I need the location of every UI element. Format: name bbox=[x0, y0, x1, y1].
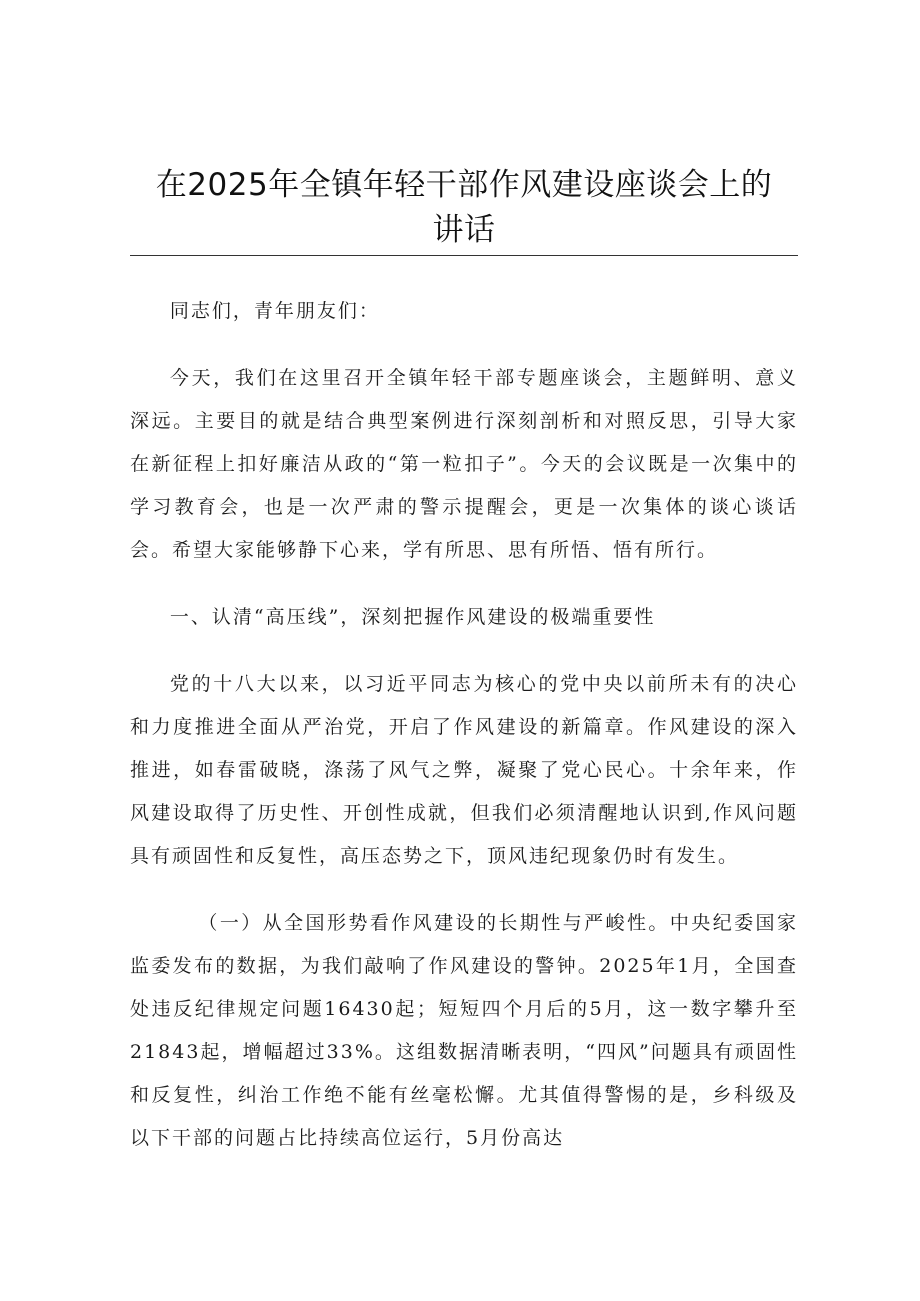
document-body bbox=[130, 290, 798, 1160]
section-1-paragraph: 党的十八大以来，以习近平同志为核心的党中央以前所未有的决心和力度推进全面从严治党，开启了作风建设的新篇章。作风建设的深入推进，如春雷破晓，涤荡了风气之弊，凝聚了党心民心。十余年来，作风建设取得了历史性、开创性成就，但我们必须清醒地认识到,作风问题具有顽固性和反复性，高压态势之下，顶风违纪现象仍时有发生。 bbox=[130, 673, 798, 867]
salutation: 同志们，青年朋友们： bbox=[169, 300, 380, 322]
title-line-2: 讲话 bbox=[432, 212, 496, 248]
title-line-1: 在2025年全镇年轻干部作风建设座谈会上的 bbox=[155, 167, 773, 203]
title-divider bbox=[130, 255, 798, 256]
document-title bbox=[130, 163, 798, 253]
intro-paragraph: 今天，我们在这里召开全镇年轻干部专题座谈会，主题鲜明、意义深远。主要目的就是结合典型案例进行深刻剖析和对照反思，引导大家在新征程上扣好廉洁从政的“第一粒扣子”。今天的会议既是一次集中的学习教育会，也是一次严肃的警示提醒会，更是一次集体的谈心谈话会。希望大家能够静下心来，学有所思、思有所悟、悟有所行。 bbox=[130, 367, 798, 561]
section-heading-1: 一、认清“高压线”，深刻把握作风建设的极端重要性 bbox=[169, 606, 656, 628]
subsection-1-paragraph: （一）从全国形势看作风建设的长期性与严峻性。中央纪委国家监委发布的数据，为我们敲响了作风建设的警钟。2025年1月，全国查处违反纪律规定问题16430起；短短四个月后的5月，这一数字攀升至21843起，增幅超过33%。这组数据清晰表明，“四风”问题具有顽固性和反复性，纠治工作绝不能有丝毫松懈。尤其值得警惕的是，乡科级及以下干部的问题占比持续高位运行，5月份高达 bbox=[130, 912, 798, 1149]
